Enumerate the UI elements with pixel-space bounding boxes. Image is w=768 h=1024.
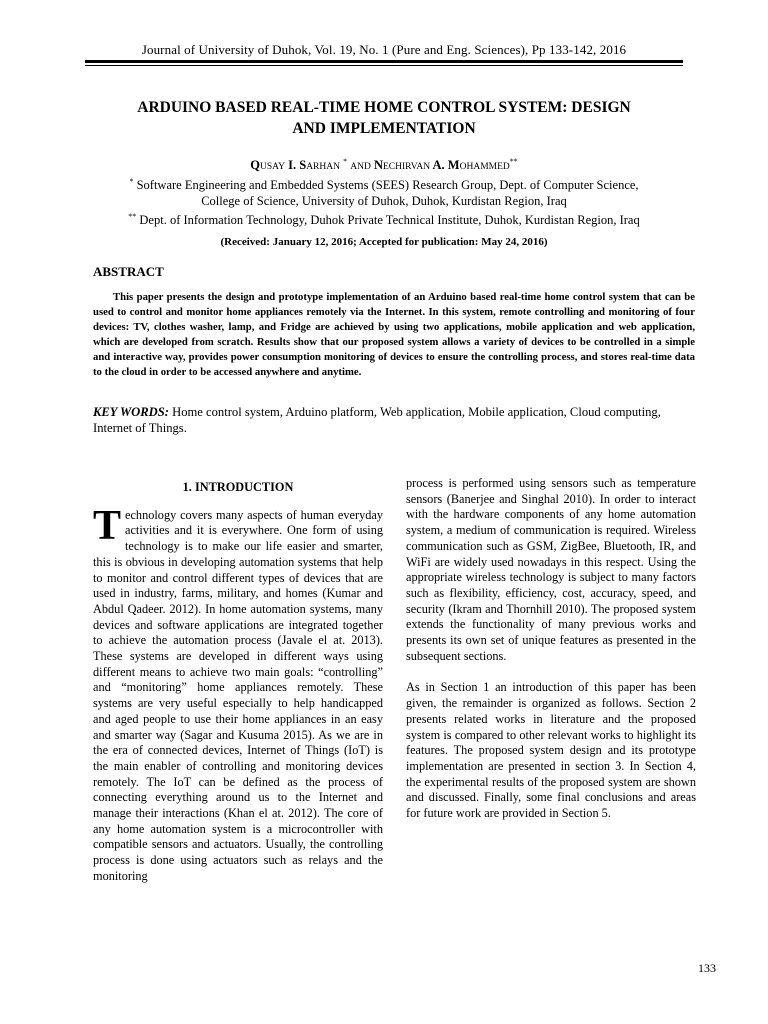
introduction-paragraph-3: As in Section 1 an introduction of this paper has been given, the remainder is organized as follows. Section 2 presents related works in literature and the proposed system is compared to other relevant works to highlight its features. The proposed system design and its prototype implementation are presented in section 3. In Section 4, the experimental results of the proposed system are shown and discussed. Finally, some final conclusions and areas for future work are provided in Section 5. bbox=[406, 680, 696, 821]
author2-last-rest: OHAMMED bbox=[459, 162, 510, 173]
keywords-text: Home control system, Arduino platform, Web application, Mobile application, Cloud computing, Internet of Things. bbox=[93, 405, 661, 435]
affiliation-2 bbox=[0, 209, 768, 228]
paper-title bbox=[90, 97, 678, 139]
affiliations bbox=[0, 174, 768, 228]
author2-mark: ** bbox=[509, 157, 518, 166]
dropcap: T bbox=[93, 502, 122, 549]
received-dates: (Received: January 12, 2016; Accepted for publication: May 24, 2016) bbox=[220, 236, 548, 248]
introduction-heading: 1. INTRODUCTION bbox=[182, 480, 294, 494]
header-rule-thin bbox=[85, 65, 683, 66]
introduction-paragraph-1-text: echnology covers many aspects of human everyday activities and it is everywhere. One form of using technology is to make our life easier and smarter, this is obvious in developing automation systems that help to monitor and control different types of devices that are used in industry, farms, military, and homes (Kumar and Abdul Qadeer. 2012). In home automation systems, many devices and software applications are integrated together to achieve the automation process (Javale el at. 2013). These systems are developed in different ways using different means to achieve two main goals: “controlling” and “monitoring” home appliances remotely. These systems are very useful especially to help handicapped and aged people to use their home appliances in an easy and smarter way (Sagar and Kusuma 2015). As we are in the era of connected devices, Internet of Things (IoT) is the main enabler of controlling and monitoring devices remotely. The IoT can be defined as the process of connecting everything around us to the Internet and manage their interactions (Khan el at. 2012). The core of any home automation system is a microcontroller with compatible sensors and actuators. Usually, the controlling process is done using actuators such as relays and the monitoring bbox=[93, 507, 383, 883]
author-and: AND bbox=[350, 162, 371, 173]
right-column bbox=[406, 476, 696, 822]
author2-last-initial: M bbox=[447, 158, 460, 173]
author2-middle: A. bbox=[432, 158, 445, 173]
affiliation-1a-text: Software Engineering and Embedded Systems (SEES) Research Group, Dept. of Computer Science, bbox=[136, 178, 639, 193]
title-line-1: ARDUINO BASED REAL-TIME HOME CONTROL SYSTEM: DESIGN bbox=[137, 99, 631, 116]
author1-last-initial: S bbox=[299, 158, 307, 173]
author1-rest: USAY bbox=[259, 162, 285, 173]
abstract-body: This paper presents the design and prototype implementation of an Arduino based real-time home control system that can be used to control and monitor home appliances remotely via the Internet. In this system, remote controlling and monitoring of four devices: TV, clothes washer, lamp, and Fridge are achieved by using two applications, mobile application and web application, which are developed from scratch. Results show that our proposed system allows a variety of devices to be controlled in a simple and interactive way, provides power consumption monitoring of devices to ensure the controlling process, and stores real-time data to the cloud in order to be accessed anywhere and anytime. bbox=[93, 291, 695, 378]
author1-mark: * bbox=[343, 157, 348, 166]
journal-header: Journal of University of Duhok, Vol. 19, No. 1 (Pure and Eng. Sciences), Pp 133-142, 2016 bbox=[141, 42, 627, 57]
keywords-label: KEY WORDS: bbox=[93, 405, 169, 419]
author1-middle: I. bbox=[288, 158, 297, 173]
affiliation-2-text: Dept. of Information Technology, Duhok Private Technical Institute, Duhok, Kurdistan Region, Iraq bbox=[139, 213, 640, 228]
page-number: 133 bbox=[698, 961, 716, 975]
left-column bbox=[93, 476, 383, 885]
introduction-paragraph-2: process is performed using sensors such as temperature sensors (Banerjee and Singhal 2010). In order to interact with the hardware components of any home automation system, a medium of communication is required. Wireless communication such as GSM, ZigBee, Bluetooth, IR, and WiFi are widely used nowadays in this respect. Using the appropriate wireless technology is subject to many factors such as flexibility, efficiency, cost, accuracy, speed, and security (Ikram and Thornhill 2010). The proposed system extends the functionality of many previous works and presents its own set of unique features as presented in the subsequent sections. bbox=[406, 476, 696, 663]
abstract-heading: ABSTRACT bbox=[93, 264, 164, 279]
keywords bbox=[93, 404, 693, 436]
author1-last-rest: ARHAN bbox=[306, 162, 340, 173]
affiliation-mark-1: * bbox=[129, 177, 134, 186]
title-line-2: AND IMPLEMENTATION bbox=[292, 120, 476, 137]
affiliation-1b: College of Science, University of Duhok, Duhok, Kurdistan Region, Iraq bbox=[201, 194, 567, 209]
author1-initial: Q bbox=[250, 158, 260, 173]
author-line bbox=[0, 157, 768, 173]
author2-initial: N bbox=[373, 158, 383, 173]
header-rule-thick bbox=[85, 60, 683, 63]
introduction-paragraph-1 bbox=[93, 502, 383, 885]
author2-rest: ECHIRVAN bbox=[382, 162, 431, 173]
affiliation-mark-2: ** bbox=[128, 212, 137, 222]
affiliation-1a bbox=[0, 174, 768, 193]
